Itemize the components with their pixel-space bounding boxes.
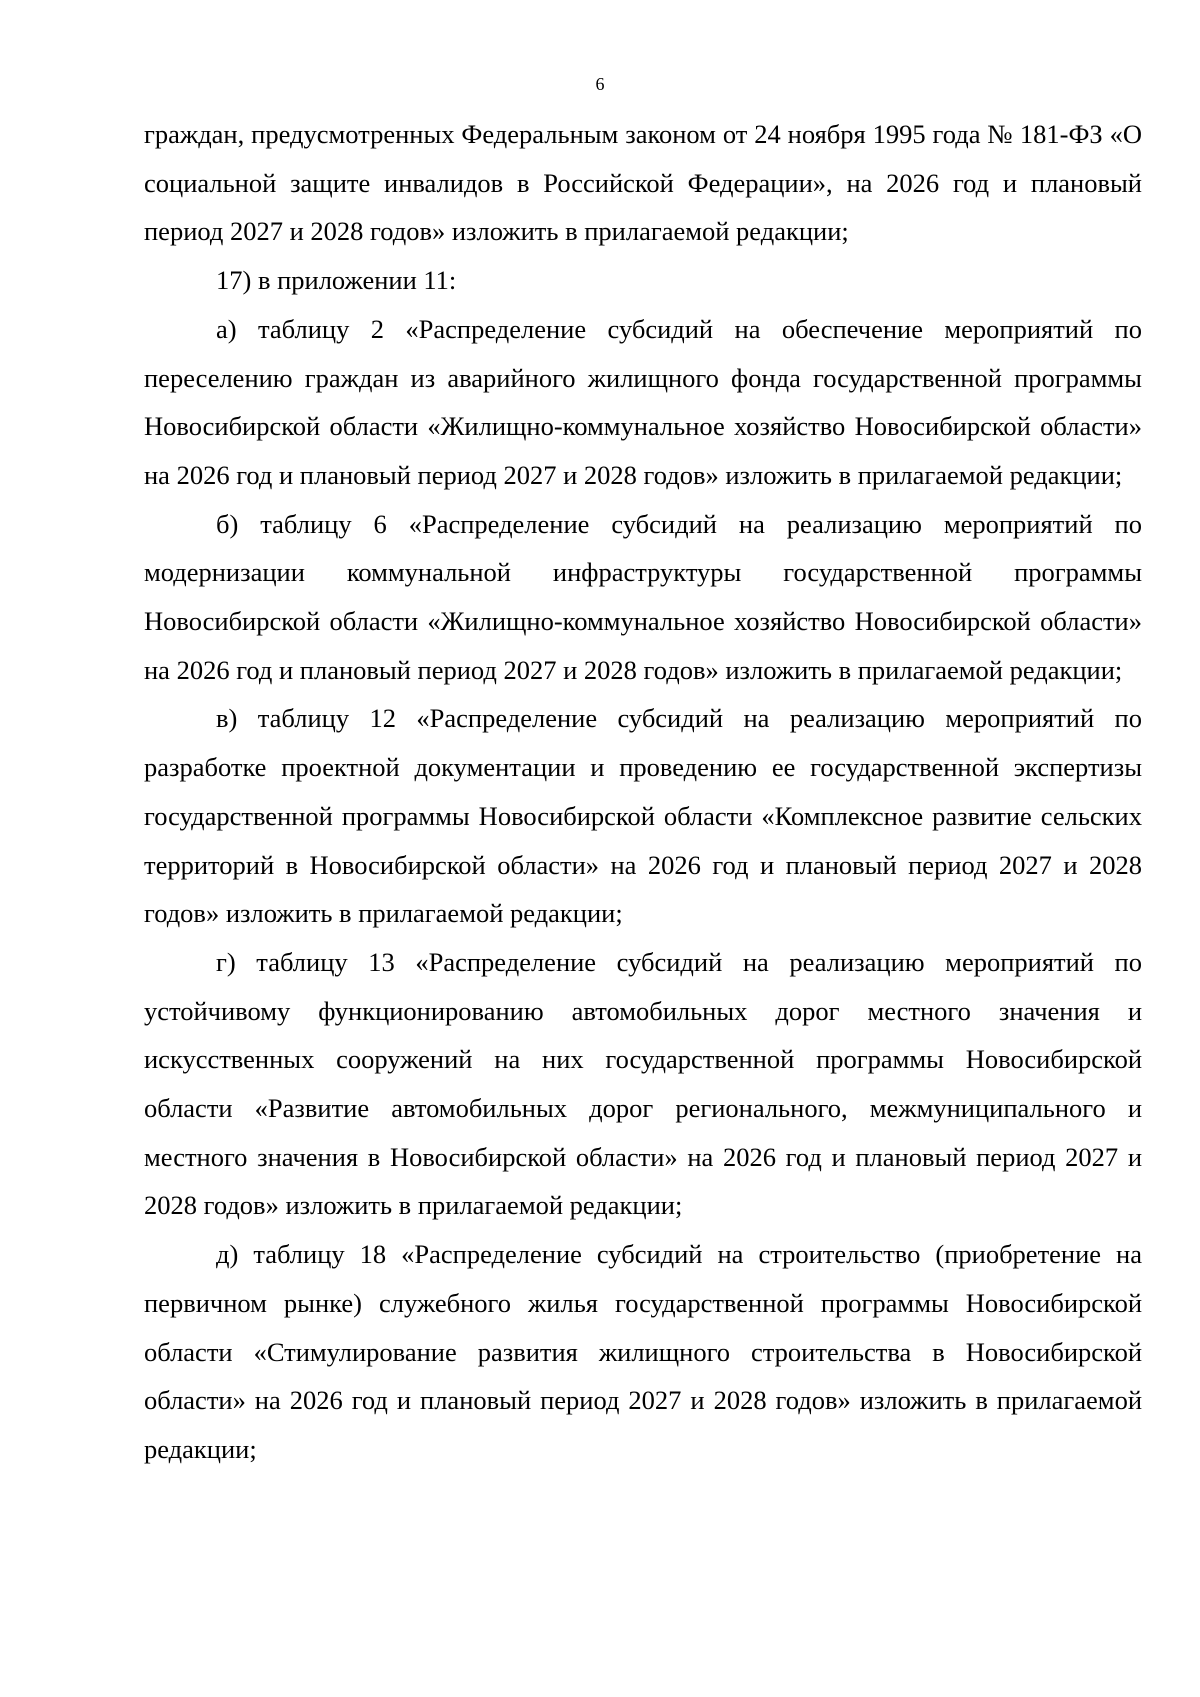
paragraph-subitem-b: б) таблицу 6 «Распределение субсидий на реализацию мероприятий по модернизации коммунальной инфраструктуры государственной программы Новосибирской области «Жилищно-коммунальное хозяйство Новосибирской области» на 2026 год и плановый период 2027 и 2028 годов» изложить в прилагаемой редакции; xyxy=(144,508,1142,685)
paragraph-subitem-g: г) таблицу 13 «Распределение субсидий на реализацию мероприятий по устойчивому функционированию автомобильных дорог местного значения и искусственных сооружений на них государственной программы Новосибирской области «Развитие автомобильных дорог регионального, межмуниципального и местного значения в Новосибирской области» на 2026 год и плановый период 2027 и 2028 годов» изложить в прилагаемой редакции; xyxy=(144,946,1142,1221)
document-body xyxy=(144,110,1142,1474)
paragraph-subitem-d: д) таблицу 18 «Распределение субсидий на строительство (приобретение на первичном рынке) служебного жилья государственной программы Новосибирской области «Стимулирование развития жилищного строительства в Новосибирской области» на 2026 год и плановый период 2027 и 2028 годов» изложить в прилагаемой редакции; xyxy=(144,1239,1142,1464)
paragraph-item-17: 17) в приложении 11: xyxy=(216,265,457,296)
paragraph-subitem-v: в) таблицу 12 «Распределение субсидий на реализацию мероприятий по разработке проектной документации и проведению ее государственной экспертизы государственной программы Новосибирской области «Комплексное развитие сельских территорий в Новосибирской области» на 2026 год и плановый период 2027 и 2028 годов» изложить в прилагаемой редакции; xyxy=(144,703,1142,929)
paragraph-subitem-a: а) таблицу 2 «Распределение субсидий на обеспечение мероприятий по переселению граждан из аварийного жилищного фонда государственной программы Новосибирской области «Жилищно-коммунальное хозяйство Новосибирской области» на 2026 год и плановый период 2027 и 2028 годов» изложить в прилагаемой редакции; xyxy=(144,313,1142,490)
paragraph-continuation: граждан, предусмотренных Федеральным законом от 24 ноября 1995 года № 181-ФЗ «О социальной защите инвалидов в Российской Федерации», на 2026 год и плановый период 2027 и 2028 годов» изложить в прилагаемой редакции; xyxy=(144,119,1142,247)
page-number: 6 xyxy=(595,74,605,94)
